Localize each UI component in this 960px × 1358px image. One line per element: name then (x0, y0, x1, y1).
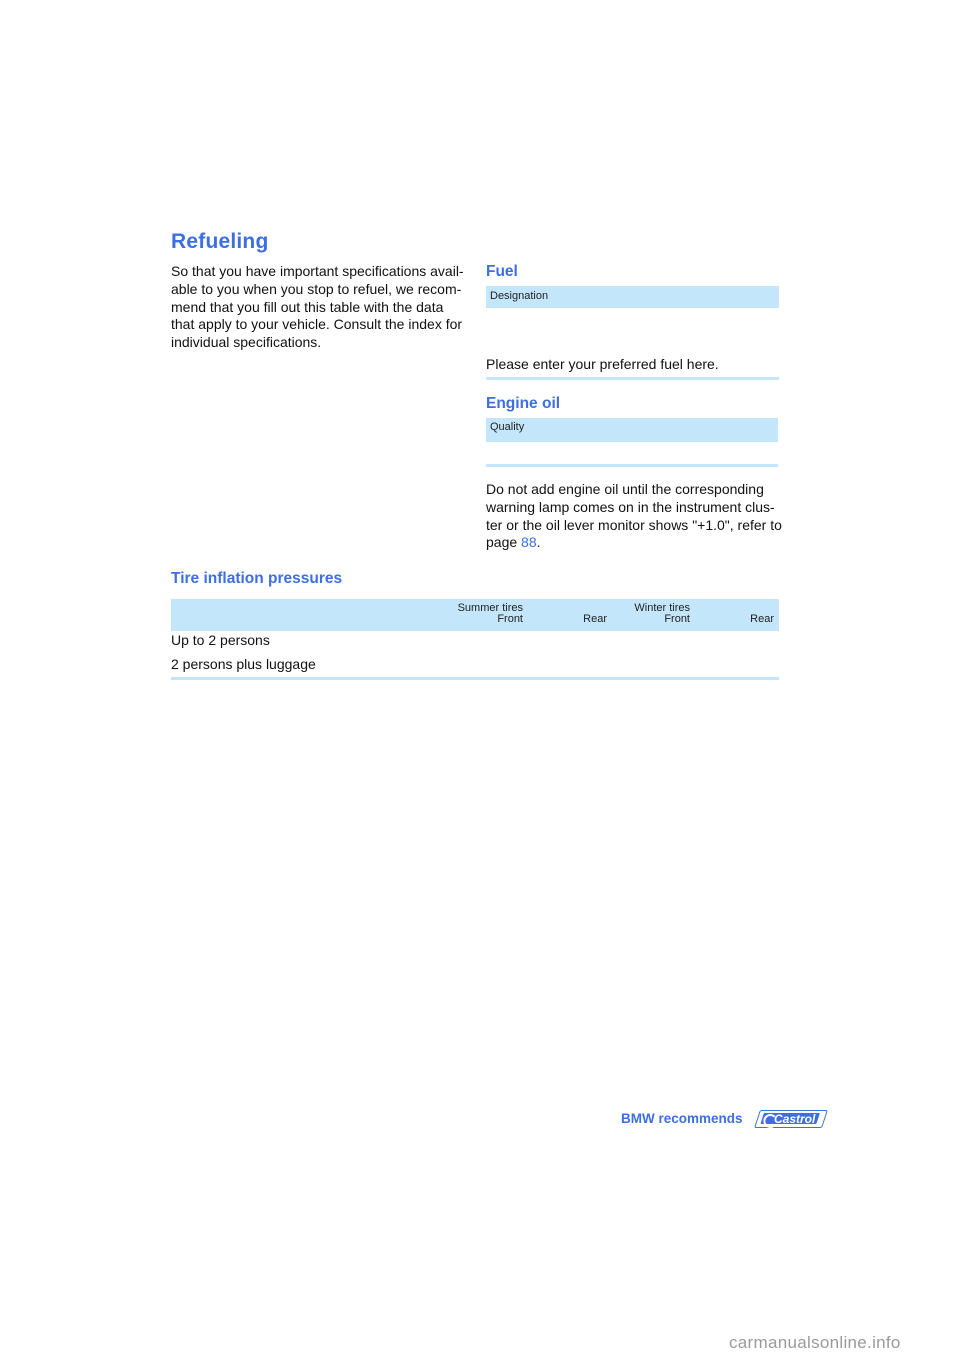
tire-table-divider (171, 677, 779, 680)
page-reference-link[interactable]: 88 (521, 534, 537, 551)
tire-pressures-heading: Tire inflation pressures (171, 570, 343, 587)
table-row: Up to 2 persons (171, 632, 270, 648)
winter-rear-header: Rear (750, 613, 774, 625)
page-title: Refueling (171, 230, 269, 253)
summer-front-header: Front (497, 613, 523, 625)
table-row: 2 persons plus luggage (171, 656, 316, 672)
bmw-recommends-text: BMW recommends (621, 1111, 743, 1126)
engine-oil-note-text: Do not add engine oil until the corresponding warning lamp comes on in the instrument clus- ter or the oil lever monitor shows "+1.0", refer to page (486, 481, 782, 551)
winter-front-header: Front (664, 613, 690, 625)
engine-oil-divider (486, 464, 778, 467)
summer-rear-header: Rear (583, 613, 607, 625)
fuel-heading: Fuel (486, 263, 518, 280)
intro-paragraph: So that you have important specifications avail- able to you when you stop to refuel, we recom- mend that you fill out this table with the data that apply to your vehicle. Consult the index for individual specifications. (171, 263, 464, 351)
engine-oil-heading: Engine oil (486, 395, 561, 412)
engine-oil-note (486, 481, 786, 552)
summer-tires-header: Summer tires (457, 602, 523, 614)
winter-tires-header: Winter tires (634, 602, 690, 614)
engine-oil-note-end: . (536, 534, 541, 551)
tire-table-header (171, 599, 779, 631)
watermark: carmanualsonline.info (729, 1333, 901, 1352)
castrol-logo (754, 1110, 828, 1128)
engine-oil-quality-bar (486, 418, 778, 442)
fuel-designation-label: Designation (490, 290, 549, 302)
fuel-designation-bar (486, 286, 779, 308)
fuel-divider (486, 377, 779, 380)
fuel-note: Please enter your preferred fuel here. (486, 356, 719, 372)
castrol-logo-fill (760, 1113, 820, 1124)
castrol-logo-text: Castrol (774, 1112, 816, 1126)
engine-oil-quality-label: Quality (490, 421, 525, 433)
